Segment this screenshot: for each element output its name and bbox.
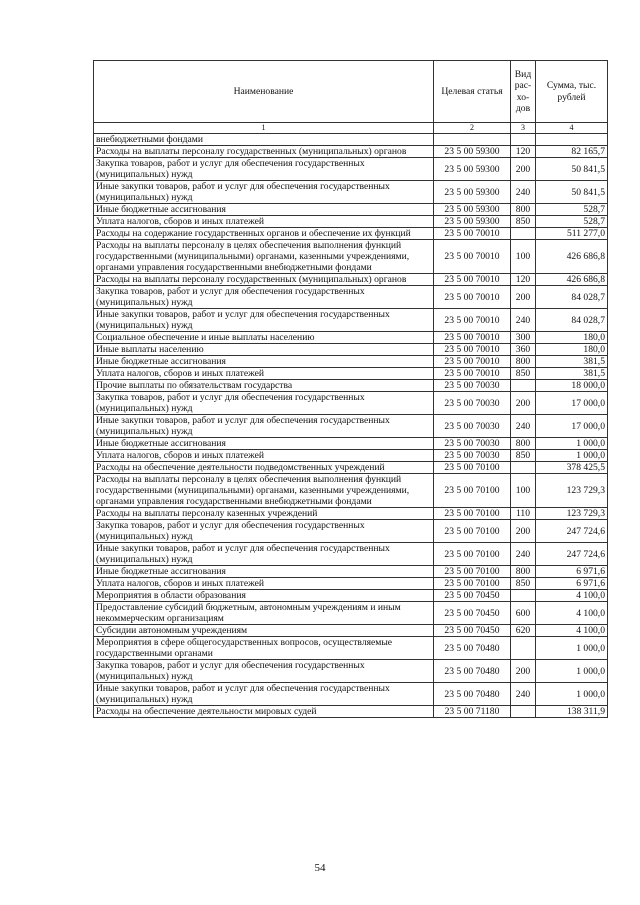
- row-name: внебюджетными фондами: [94, 134, 434, 146]
- row-expense-type: [511, 134, 536, 146]
- row-expense-type: 240: [511, 543, 536, 566]
- row-sum: 528,7: [536, 216, 608, 228]
- row-sum: 247 724,6: [536, 543, 608, 566]
- row-expense-type: 200: [511, 660, 536, 683]
- row-expense-type: 100: [511, 240, 536, 274]
- row-name: Закупка товаров, работ и услуг для обеспечения государственных (муниципальных) нужд: [94, 392, 434, 415]
- table-row: [94, 181, 608, 204]
- row-expense-type: 360: [511, 344, 536, 356]
- table-row: [94, 590, 608, 602]
- row-target-article: [434, 134, 511, 146]
- row-target-article: 23 5 00 70010: [434, 344, 511, 356]
- row-target-article: 23 5 00 70030: [434, 380, 511, 392]
- row-sum: 180,0: [536, 344, 608, 356]
- row-target-article: 23 5 00 70100: [434, 578, 511, 590]
- row-name: Иные выплаты населению: [94, 344, 434, 356]
- row-expense-type: 600: [511, 602, 536, 625]
- row-expense-type: 620: [511, 625, 536, 637]
- table-row: [94, 543, 608, 566]
- table-row: [94, 438, 608, 450]
- row-expense-type: 850: [511, 578, 536, 590]
- table-row: [94, 683, 608, 706]
- row-target-article: 23 5 00 70030: [434, 415, 511, 438]
- table-row: [94, 660, 608, 683]
- row-name: Расходы на выплаты персоналу в целях обеспечения выполнения функций государственными (муниципальными) органами, казенными учреждениями, органами управления государственными внебюджетными фондами: [94, 474, 434, 508]
- row-expense-type: 850: [511, 216, 536, 228]
- row-expense-type: 200: [511, 286, 536, 309]
- table-row: [94, 380, 608, 392]
- table-row: [94, 286, 608, 309]
- row-name: Иные бюджетные ассигнования: [94, 204, 434, 216]
- row-sum: 1 000,0: [536, 637, 608, 660]
- row-target-article: 23 5 00 70010: [434, 228, 511, 240]
- column-number: 2: [434, 123, 511, 134]
- row-expense-type: 120: [511, 146, 536, 158]
- row-name: Расходы на выплаты персоналу в целях обеспечения выполнения функций государственными (муниципальными) органами, казенными учреждениями, органами управления государственными внебюджетными фондами: [94, 240, 434, 274]
- row-sum: 426 686,8: [536, 274, 608, 286]
- row-target-article: 23 5 00 59300: [434, 146, 511, 158]
- row-target-article: 23 5 00 70010: [434, 274, 511, 286]
- row-name: Иные закупки товаров, работ и услуг для обеспечения государственных (муниципальных) нужд: [94, 415, 434, 438]
- row-target-article: 23 5 00 70480: [434, 683, 511, 706]
- table-row: [94, 566, 608, 578]
- row-target-article: 23 5 00 70030: [434, 450, 511, 462]
- table-row: [94, 508, 608, 520]
- table-row: [94, 344, 608, 356]
- row-name: Иные закупки товаров, работ и услуг для обеспечения государственных (муниципальных) нужд: [94, 683, 434, 706]
- row-target-article: 23 5 00 70480: [434, 660, 511, 683]
- row-name: Мероприятия в области образования: [94, 590, 434, 602]
- table-row: [94, 462, 608, 474]
- row-expense-type: 800: [511, 438, 536, 450]
- table-row: [94, 228, 608, 240]
- row-name: Уплата налогов, сборов и иных платежей: [94, 450, 434, 462]
- row-expense-type: 200: [511, 158, 536, 181]
- header-name: Наименование: [94, 61, 434, 123]
- column-number-row: [94, 123, 608, 134]
- row-sum: 50 841,5: [536, 158, 608, 181]
- table-row: [94, 578, 608, 590]
- table-row: [94, 309, 608, 332]
- row-target-article: 23 5 00 70030: [434, 438, 511, 450]
- row-name: Расходы на обеспечение деятельности мировых судей: [94, 706, 434, 718]
- row-expense-type: 240: [511, 309, 536, 332]
- row-target-article: 23 5 00 59300: [434, 158, 511, 181]
- row-name: Субсидии автономным учреждениям: [94, 625, 434, 637]
- table-row: [94, 216, 608, 228]
- row-target-article: 23 5 00 70010: [434, 332, 511, 344]
- row-target-article: 23 5 00 70100: [434, 520, 511, 543]
- row-name: Прочие выплаты по обязательствам государства: [94, 380, 434, 392]
- row-target-article: 23 5 00 70010: [434, 356, 511, 368]
- row-expense-type: 240: [511, 683, 536, 706]
- row-sum: 50 841,5: [536, 181, 608, 204]
- row-name: Закупка товаров, работ и услуг для обеспечения государственных (муниципальных) нужд: [94, 660, 434, 683]
- header-sum: Сумма, тыс. рублей: [536, 61, 608, 123]
- row-name: Предоставление субсидий бюджетным, автономным учреждениям и иным некоммерческим организациям: [94, 602, 434, 625]
- row-target-article: 23 5 00 70010: [434, 368, 511, 380]
- table-row: [94, 392, 608, 415]
- row-name: Закупка товаров, работ и услуг для обеспечения государственных (муниципальных) нужд: [94, 286, 434, 309]
- row-target-article: 23 5 00 70010: [434, 240, 511, 274]
- row-target-article: 23 5 00 70450: [434, 590, 511, 602]
- row-target-article: 23 5 00 70010: [434, 309, 511, 332]
- table-row: [94, 450, 608, 462]
- row-name: Расходы на обеспечение деятельности подведомственных учреждений: [94, 462, 434, 474]
- page-number: 54: [314, 862, 326, 874]
- row-name: Иные бюджетные ассигнования: [94, 566, 434, 578]
- table-row: [94, 356, 608, 368]
- row-sum: 18 000,0: [536, 380, 608, 392]
- row-target-article: 23 5 00 70100: [434, 474, 511, 508]
- row-expense-type: 240: [511, 415, 536, 438]
- row-sum: 6 971,6: [536, 578, 608, 590]
- row-sum: 84 028,7: [536, 309, 608, 332]
- row-sum: 247 724,6: [536, 520, 608, 543]
- row-sum: 426 686,8: [536, 240, 608, 274]
- row-sum: 4 100,0: [536, 590, 608, 602]
- table-row: [94, 274, 608, 286]
- row-target-article: 23 5 00 70450: [434, 602, 511, 625]
- column-number: 3: [511, 123, 536, 134]
- row-target-article: 23 5 00 59300: [434, 216, 511, 228]
- row-sum: 84 028,7: [536, 286, 608, 309]
- row-sum: [536, 134, 608, 146]
- row-target-article: 23 5 00 70100: [434, 462, 511, 474]
- row-name: Уплата налогов, сборов и иных платежей: [94, 216, 434, 228]
- table-row: [94, 146, 608, 158]
- table-row: [94, 204, 608, 216]
- row-expense-type: 800: [511, 356, 536, 368]
- table-row: [94, 332, 608, 344]
- row-sum: 82 165,7: [536, 146, 608, 158]
- header-target-article: Целевая статья: [434, 61, 511, 123]
- row-sum: 17 000,0: [536, 392, 608, 415]
- row-target-article: 23 5 00 71180: [434, 706, 511, 718]
- row-name: Иные бюджетные ассигнования: [94, 356, 434, 368]
- row-expense-type: [511, 706, 536, 718]
- row-expense-type: 100: [511, 474, 536, 508]
- row-sum: 123 729,3: [536, 474, 608, 508]
- row-name: Мероприятия в сфере общегосударственных вопросов, осуществляемые государственными органами: [94, 637, 434, 660]
- row-target-article: 23 5 00 70480: [434, 637, 511, 660]
- row-name: Закупка товаров, работ и услуг для обеспечения государственных (муниципальных) нужд: [94, 520, 434, 543]
- row-sum: 381,5: [536, 356, 608, 368]
- row-expense-type: [511, 590, 536, 602]
- table-row: [94, 520, 608, 543]
- row-sum: 528,7: [536, 204, 608, 216]
- row-expense-type: 800: [511, 204, 536, 216]
- row-name: Иные закупки товаров, работ и услуг для обеспечения государственных (муниципальных) нужд: [94, 543, 434, 566]
- row-expense-type: [511, 228, 536, 240]
- budget-table: [93, 60, 608, 718]
- table-body: [94, 134, 608, 718]
- table-row: [94, 240, 608, 274]
- row-name: Расходы на выплаты персоналу государственных (муниципальных) органов: [94, 274, 434, 286]
- row-sum: 511 277,0: [536, 228, 608, 240]
- row-sum: 123 729,3: [536, 508, 608, 520]
- row-expense-type: 120: [511, 274, 536, 286]
- row-expense-type: [511, 637, 536, 660]
- table-row: [94, 474, 608, 508]
- row-sum: 381,5: [536, 368, 608, 380]
- table-row: [94, 637, 608, 660]
- row-target-article: 23 5 00 70450: [434, 625, 511, 637]
- table-row: [94, 706, 608, 718]
- row-expense-type: [511, 380, 536, 392]
- table-row: [94, 134, 608, 146]
- row-expense-type: 240: [511, 181, 536, 204]
- row-expense-type: 110: [511, 508, 536, 520]
- row-sum: 4 100,0: [536, 625, 608, 637]
- row-expense-type: 850: [511, 368, 536, 380]
- row-expense-type: 850: [511, 450, 536, 462]
- row-name: Уплата налогов, сборов и иных платежей: [94, 578, 434, 590]
- row-name: Расходы на выплаты персоналу казенных учреждений: [94, 508, 434, 520]
- table-row: [94, 415, 608, 438]
- row-expense-type: 200: [511, 392, 536, 415]
- table-row: [94, 368, 608, 380]
- row-target-article: 23 5 00 70100: [434, 566, 511, 578]
- table-row: [94, 625, 608, 637]
- row-name: Уплата налогов, сборов и иных платежей: [94, 368, 434, 380]
- row-name: Социальное обеспечение и иные выплаты населению: [94, 332, 434, 344]
- row-expense-type: 800: [511, 566, 536, 578]
- table-row: [94, 158, 608, 181]
- row-sum: 1 000,0: [536, 450, 608, 462]
- row-sum: 138 311,9: [536, 706, 608, 718]
- row-sum: 1 000,0: [536, 683, 608, 706]
- row-name: Закупка товаров, работ и услуг для обеспечения государственных (муниципальных) нужд: [94, 158, 434, 181]
- row-target-article: 23 5 00 59300: [434, 204, 511, 216]
- table-header-row: [94, 61, 608, 123]
- row-expense-type: 200: [511, 520, 536, 543]
- row-sum: 1 000,0: [536, 438, 608, 450]
- row-sum: 378 425,5: [536, 462, 608, 474]
- row-name: Иные закупки товаров, работ и услуг для обеспечения государственных (муниципальных) нужд: [94, 309, 434, 332]
- row-sum: 1 000,0: [536, 660, 608, 683]
- header-expense-type: Вид рас-хо-дов: [511, 61, 536, 123]
- row-sum: 6 971,6: [536, 566, 608, 578]
- row-sum: 180,0: [536, 332, 608, 344]
- column-number: 4: [536, 123, 608, 134]
- row-name: Расходы на содержание государственных органов и обеспечение их функций: [94, 228, 434, 240]
- row-target-article: 23 5 00 59300: [434, 181, 511, 204]
- row-target-article: 23 5 00 70100: [434, 508, 511, 520]
- row-sum: 17 000,0: [536, 415, 608, 438]
- row-name: Расходы на выплаты персоналу государственных (муниципальных) органов: [94, 146, 434, 158]
- row-target-article: 23 5 00 70010: [434, 286, 511, 309]
- table-row: [94, 602, 608, 625]
- row-expense-type: 300: [511, 332, 536, 344]
- column-number: 1: [94, 123, 434, 134]
- row-name: Иные закупки товаров, работ и услуг для обеспечения государственных (муниципальных) нужд: [94, 181, 434, 204]
- row-target-article: 23 5 00 70030: [434, 392, 511, 415]
- row-name: Иные бюджетные ассигнования: [94, 438, 434, 450]
- row-sum: 4 100,0: [536, 602, 608, 625]
- row-expense-type: [511, 462, 536, 474]
- row-target-article: 23 5 00 70100: [434, 543, 511, 566]
